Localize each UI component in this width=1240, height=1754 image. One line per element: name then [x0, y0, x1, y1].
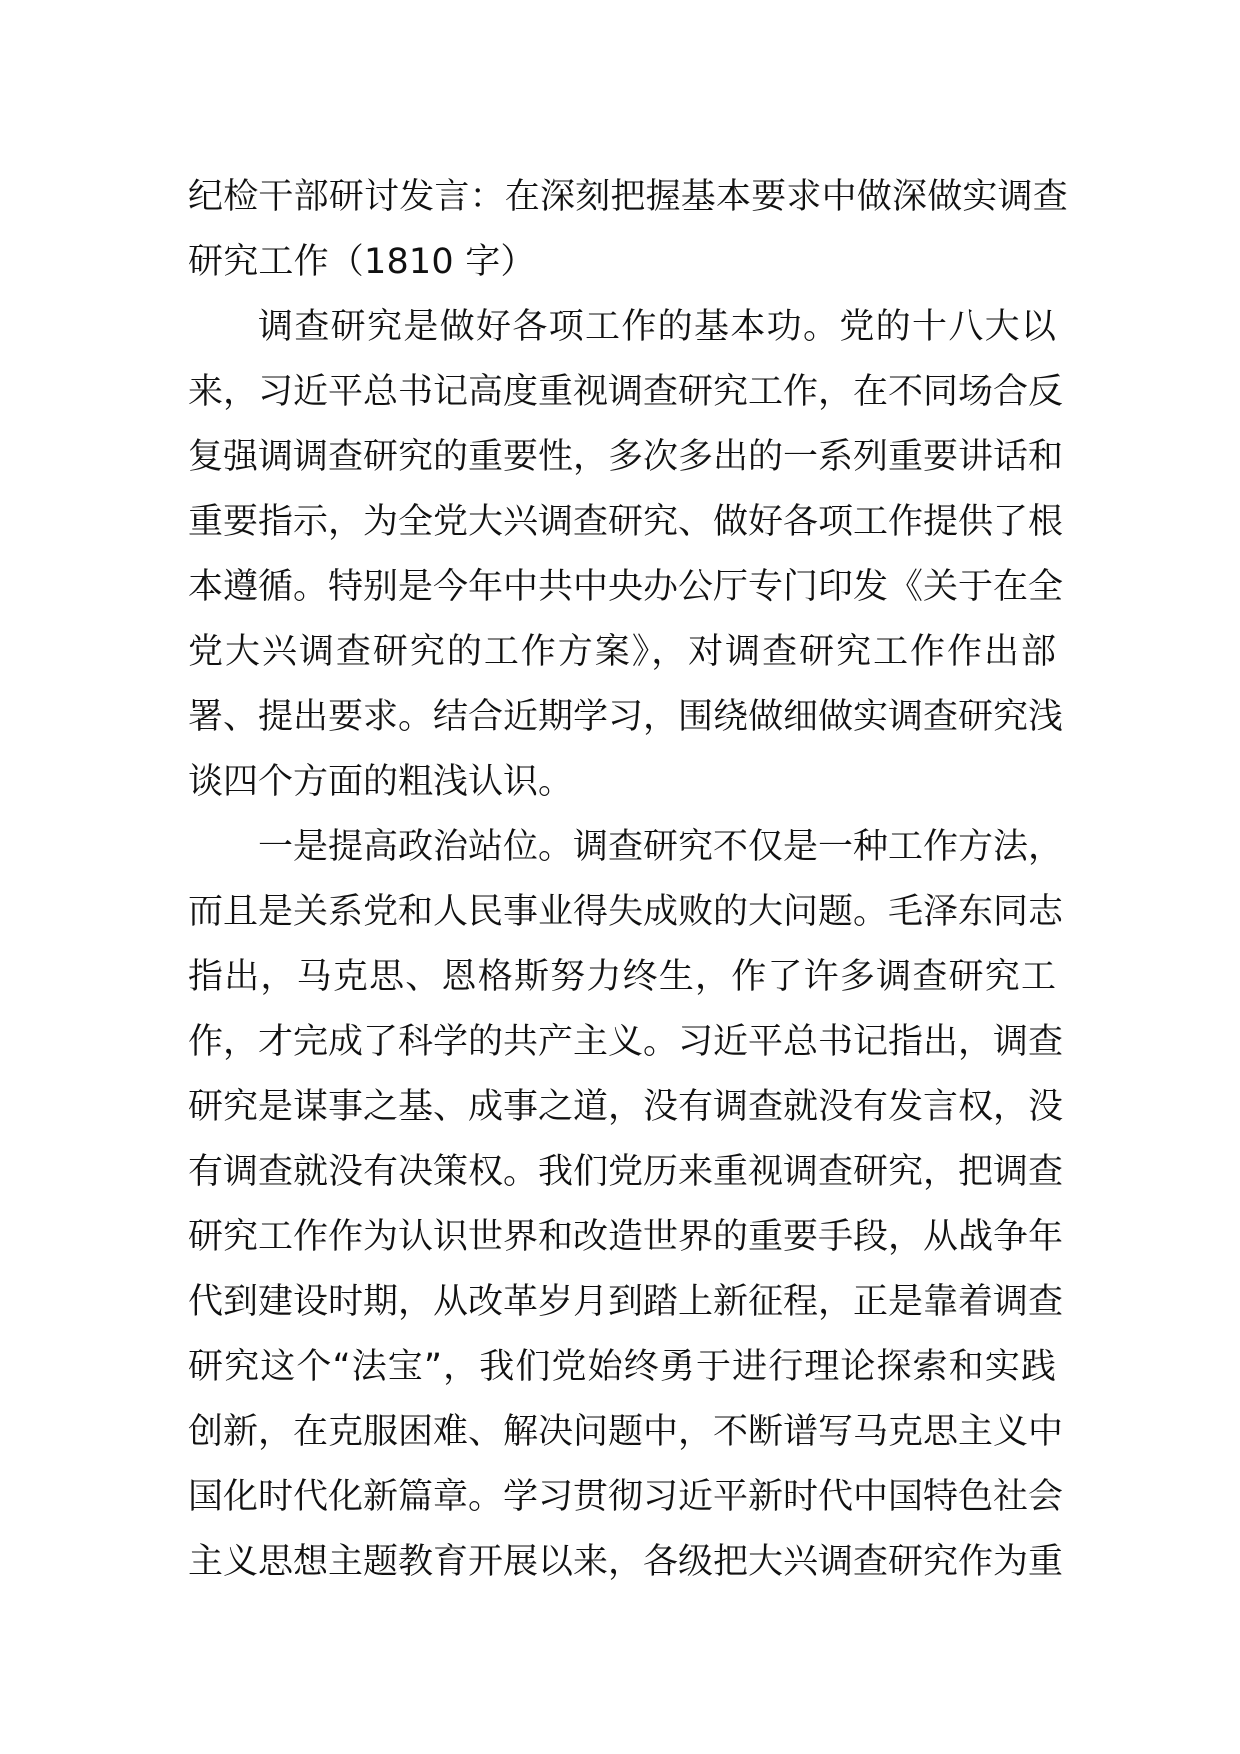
text-line: 署、提出要求。结合近期学习，围绕做细做实调查研究浅 — [188, 697, 1064, 737]
text-line: 复强调调查研究的重要性，多次多出的一系列重要讲话和 — [188, 437, 1064, 477]
paragraph-intro — [188, 295, 1064, 815]
text-line: 一是提高政治站位。调查研究不仅是一种工作方法， — [258, 827, 1064, 867]
text-line: 国化时代化新篇章。学习贯彻习近平新时代中国特色社会 — [188, 1477, 1064, 1517]
text-line: 主义思想主题教育开展以来，各级把大兴调查研究作为重 — [188, 1542, 1064, 1582]
paragraph-political-stance — [188, 815, 1064, 1595]
text-line: 而且是关系党和人民事业得失成败的大问题。毛泽东同志 — [188, 892, 1064, 932]
text-line: 来，习近平总书记高度重视调查研究工作，在不同场合反 — [188, 372, 1064, 412]
title-line: 纪检干部研讨发言：在深刻把握基本要求中做深做实调查 — [188, 177, 1069, 217]
text-line: 创新，在克服困难、解决问题中，不断谱写马克思主义中 — [188, 1412, 1064, 1452]
text-line: 重要指示，为全党大兴调查研究、做好各项工作提供了根 — [188, 502, 1064, 542]
text-line: 本遵循。特别是今年中共中央办公厅专门印发《关于在全 — [188, 567, 1064, 607]
document-title — [188, 165, 1069, 295]
text-line: 党大兴调查研究的工作方案》，对调查研究工作作出部 — [188, 632, 1056, 672]
text-line: 研究工作作为认识世界和改造世界的重要手段，从战争年 — [188, 1217, 1064, 1257]
text-line: 作，才完成了科学的共产主义。习近平总书记指出，调查 — [188, 1022, 1064, 1062]
text-line: 谈四个方面的粗浅认识。 — [188, 762, 574, 802]
text-line: 有调查就没有决策权。我们党历来重视调查研究，把调查 — [188, 1152, 1064, 1192]
text-line: 指出，马克思、恩格斯努力终生，作了许多调查研究工 — [188, 957, 1056, 997]
text-line: 研究是谋事之基、成事之道，没有调查就没有发言权，没 — [188, 1087, 1064, 1127]
title-line: 研究工作（1810 字） — [188, 242, 536, 282]
text-line: 研究这个“法宝”，我们党始终勇于进行理论探索和实践 — [188, 1347, 1056, 1387]
text-line: 调查研究是做好各项工作的基本功。党的十八大以 — [258, 307, 1056, 347]
document-body — [188, 165, 1069, 1595]
text-line: 代到建设时期，从改革岁月到踏上新征程，正是靠着调查 — [188, 1282, 1064, 1322]
